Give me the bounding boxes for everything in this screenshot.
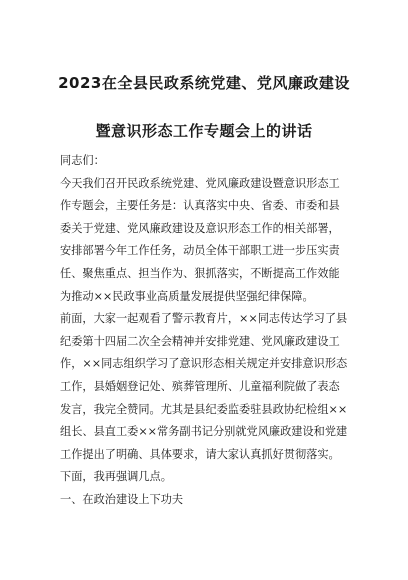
body-line: 作，××同志组织学习了意识形态相关规定并安排意识形态: [60, 357, 348, 371]
document-body: [60, 150, 356, 512]
document-title-line-1: 2023在全县民政系统党建、党风廉政建设: [58, 74, 350, 92]
body-line: 下面，我再强调几点。: [60, 470, 172, 484]
salutation: 同志们：: [60, 154, 105, 167]
body-line: 任、聚焦重点、担当作为、狠抓落实，不断提高工作效能: [60, 266, 340, 280]
body-line: 前面，大家一起观看了警示教育片，××同志传达学习了县: [60, 312, 348, 326]
body-line: 组长、县直工委××常务副书记分别就党风廉政建设和党建: [60, 425, 348, 439]
section-heading: 一、在政治建设上下功夫: [60, 492, 184, 506]
body-line: 工作，县婚姻登记处、殡葬管理所、儿童福利院做了表态: [60, 379, 340, 393]
document-title-line-2: 暨意识形态工作专题会上的讲话: [95, 122, 313, 140]
body-line: 作专题会，主要任务是：认真落实中央、省委、市委和县: [60, 199, 340, 213]
body-line: 纪委第十四届二次全会精神并安排党建、党风廉政建设工: [60, 334, 340, 348]
body-line: 工作提出了明确、具体要求，请大家认真抓好贯彻落实。: [60, 447, 340, 461]
body-line: 发言，我完全赞同。尤其是县纪委监委驻县政协纪检组××: [60, 402, 348, 416]
body-line: 为推动××民政事业高质量发展提供坚强纪律保障。: [60, 289, 314, 303]
body-line: 安排部署今年工作任务，动员全体干部职工进一步压实责: [60, 244, 340, 258]
body-line: 今天我们召开民政系统党建、党风廉政建设暨意识形态工: [60, 176, 340, 190]
body-line: 委关于党建、党风廉政建设及意识形态工作的相关部署，: [60, 221, 340, 235]
